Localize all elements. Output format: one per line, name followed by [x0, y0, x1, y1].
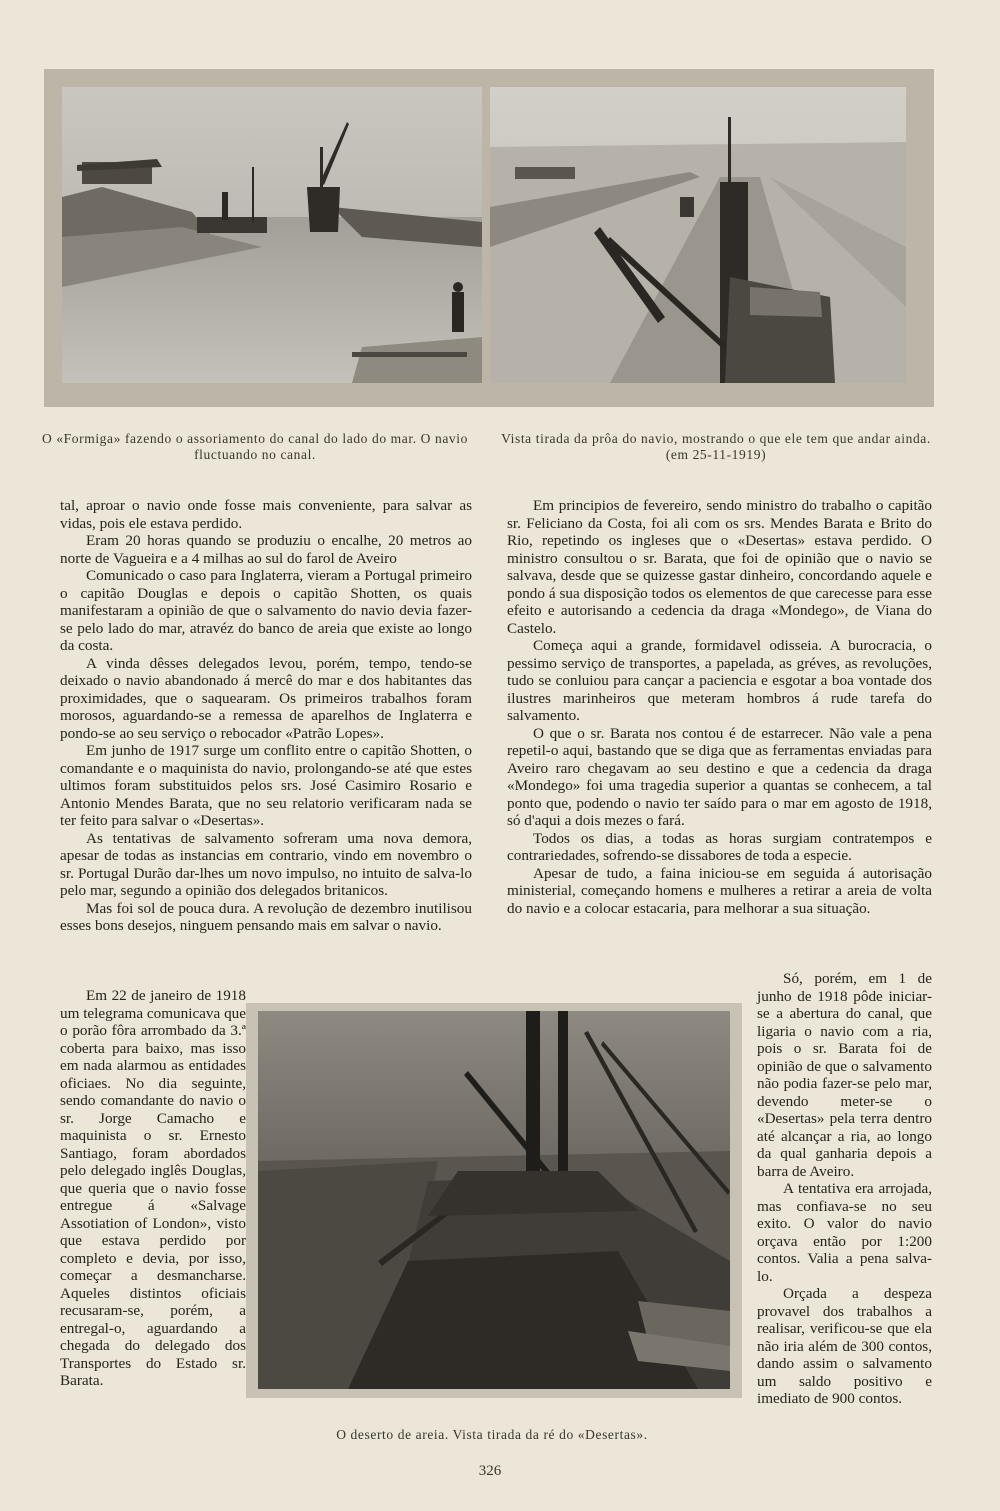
right-column	[507, 497, 932, 917]
paragraph: Em 22 de janeiro de 1918 um telegrama comunicava que o porão fôra arrombado da 3.ª coberta para baixo, mas isso em nada alarmou as entidades oficiaes. No dia seguinte, sendo comandante do navio o sr. Jorge Camacho e maquinista o sr. Ernesto Santiago, foram abordados pelo delegado inglês Douglas, que queria que o navio fosse entregue á «Salvage Assotiation of London», visto que estava perdido por completo e devia, por isso, começar a desmancharse. Aqueles distintos oficiais recusaram-se, porém, a entregal-o, aguardando a chegada do delegado dos Transportes do Estado sr. Barata.	[60, 987, 246, 1389]
caption-bottom: O deserto de areia. Vista tirada da ré do «Desertas».	[336, 1427, 648, 1442]
paragraph: Orçada a despeza provavel dos trabalhos a realisar, verificou-se que ela não iria além de 300 contos, dando assim o salvamento um saldo positivo e imediato de 900 contos.	[757, 1285, 932, 1407]
paragraph: Todos os dias, a todas as horas surgiam contratempos e contrariedades, sofrendo-se dissabores de toda a especie.	[507, 829, 932, 864]
paragraph: Em principios de fevereiro, sendo ministro do trabalho o capitão sr. Feliciano da Costa, foi ali com os srs. Mendes Barata e Brito do Rio, repetindo os ingleses que o «Desertas» estava perdido. O ministro consultou o sr. Barata, que foi de opinião que o navio se salvava, desde que se quizesse gastar dinheiro, concordando aquele e pondo á sua disposição todos os elementos de que carecesse para esse efeito e autorisando a cedencia da draga «Mondego», de Viana do Castelo.	[507, 497, 932, 637]
bottom-photo-frame	[246, 1003, 742, 1398]
top-photo-panel	[44, 69, 934, 407]
paragraph: O que o sr. Barata nos contou é de estarrecer. Não vale a pena repetil-o aqui, bastando que se diga que as ferramentas enviadas para Aveiro raro chegavam ao seu destino e que a cedencia da draga «Mondego» foi uma tragedia superior a quantas se conhecem, a tal ponto que, podendo o navio ter saído para o mar em agosto de 1918, só d'aqui a dois mezes o fará.	[507, 724, 932, 829]
caption-top-left: O «Formiga» fazendo o assoriamento do canal do lado do mar. O navio fluctuando no canal.	[42, 431, 468, 462]
paragraph: tal, aproar o navio onde fosse mais conveniente, para salvar as vidas, pois ele estava perdido.	[60, 497, 472, 532]
left-narrow-column	[60, 987, 246, 1390]
right-narrow-column	[757, 970, 932, 1408]
paragraph: Em junho de 1917 surge um conflito entre o capitão Shotten, o comandante e o maquinista do navio, prolongando-se até que estes ultimos foram substituidos pelos srs. José Casimiro Rosario e Antonio Mendes Barata, que no seu relatorio verificaram nada se ter feito para salvar o «Desertas».	[60, 742, 472, 829]
paragraph: Mas foi sol de pouca dura. A revolução de dezembro inutilisou esses bons desejos, ninguem pensando mais em salvar o navio.	[60, 899, 472, 934]
paragraph: Só, porém, em 1 de junho de 1918 pôde iniciar-se a abertura do canal, que ligaria o navio com a ria, pois o sr. Barata foi de opinião de que o salvamento não podia fazer-se pelo mar, devendo meter-se o «Desertas» pela terra dentro até alcançar a ria, ao longo da qual ganharia depois a barra de Aveiro.	[757, 970, 932, 1180]
paragraph: Comunicado o caso para Inglaterra, vieram a Portugal primeiro o capitão Douglas e depois o capitão Shotten, os quais manifestaram a opinião de que o salvamento do navio devia fazer-se pelo lado do mar, atravéz do banco de areia que existe ao longo da costa.	[60, 567, 472, 654]
paragraph: A tentativa era arrojada, mas confiava-se no seu exito. O valor do navio orçava então por 1:200 contos. Valia a pena salva-lo.	[757, 1180, 932, 1285]
paragraph: Começa aqui a grande, formidavel odisseia. A burocracia, o pessimo serviço de transportes, a papelada, as gréves, as revoluções, tudo se conluiou para cançar a paciencia e esgotar a boa vontade dos ilustres marinheiros que meteram hombros á rude tarefa do salvamento.	[507, 637, 932, 724]
paragraph: Apesar de tudo, a faina iniciou-se em seguida á autorisação ministerial, começando homens e mulheres a retirar a areia de volta do navio e a colocar estacaria, para melhorar a sua situação.	[507, 864, 932, 917]
photo-bow-view	[490, 87, 906, 383]
caption-top-right: Vista tirada da prôa do navio, mostrando o que ele tem que andar ainda. (em 25-11-1919)	[501, 431, 931, 462]
left-column	[60, 497, 472, 935]
photo-stern-desert	[258, 1011, 730, 1389]
paragraph: As tentativas de salvamento sofreram uma nova demora, apesar de todas as instancias em contrario, vindo em novembro o sr. Portugal Durão dar-lhes um novo impulso, no intuito de salva-lo pelo mar, segundo a opinião dos delegados britanicos.	[60, 829, 472, 899]
paragraph: Eram 20 horas quando se produziu o encalhe, 20 metros ao norte de Vagueira e a 4 milhas ao sul do farol de Aveiro	[60, 532, 472, 567]
page-number: 326	[478, 1463, 502, 1479]
photo-dredge-canal	[62, 87, 482, 383]
paragraph: A vinda dêsses delegados levou, porém, tempo, tendo-se deixado o navio abandonado á mercê do mar e dos habitantes das proximidades, que o saquearam. Os primeiros trabalhos foram morosos, aguardando-se a remessa de aparelhos de Inglaterra e pondo-se ao seu serviço o rebocador «Patrão Lopes».	[60, 654, 472, 742]
